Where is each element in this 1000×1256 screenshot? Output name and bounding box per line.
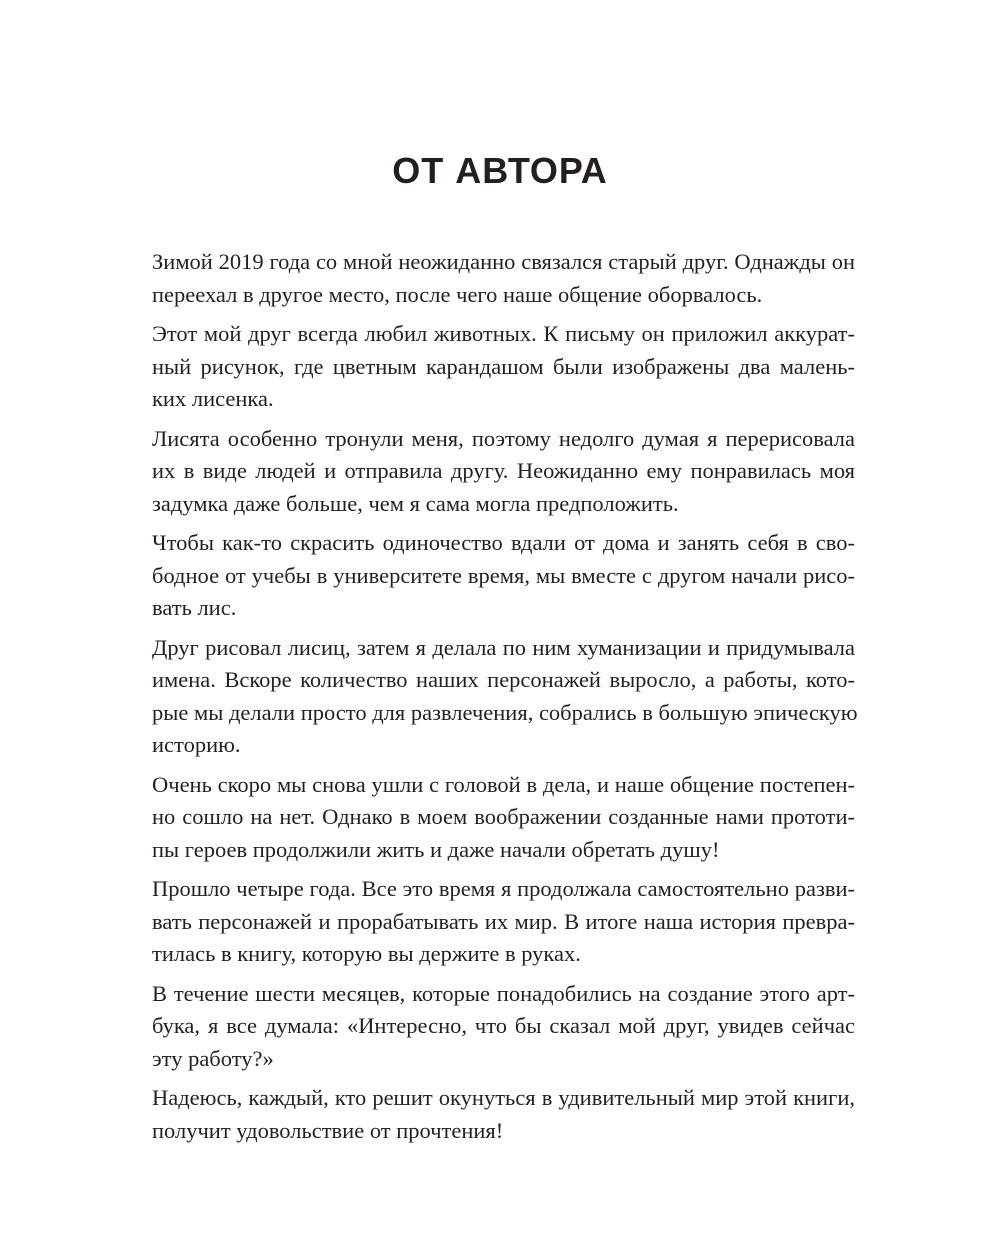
paragraph xyxy=(152,632,858,762)
text-line: но сошло на нет. Однако в моем воображении созданные нами прототи- xyxy=(152,804,855,829)
text-line: эту работу?» xyxy=(152,1045,274,1071)
paragraph xyxy=(152,978,855,1076)
paragraph xyxy=(152,1082,855,1147)
text-line: бодное от учебы в университете время, мы вместе с другом начали рисо- xyxy=(152,562,855,588)
text-line: Лисята особенно тронули меня, поэтому недолго думая я перерисовала xyxy=(152,425,855,451)
text-line: пы героев продолжили жить и даже начали обретать душу! xyxy=(152,836,720,862)
text-line: ный рисунок, где цветным карандашом были изображены два малень- xyxy=(152,353,855,379)
paragraph xyxy=(152,423,855,521)
text-line: Прошло четыре года. Все это время я продолжала самостоятельно разви- xyxy=(152,876,855,901)
page-title: ОТ АВТОРА xyxy=(392,150,608,191)
text-line: Чтобы как-то скрасить одиночество вдали от дома и занять себя в сво- xyxy=(152,530,855,555)
text-line: их в виде людей и отправила другу. Неожиданно ему понравилась моя xyxy=(152,458,855,483)
text-line: бука, я все думала: «Интересно, что бы сказал мой друг, увидев сейчас xyxy=(152,1013,855,1038)
text-line: Очень скоро мы снова ушли с головой в дела, и наше общение постепен- xyxy=(152,771,855,797)
text-line: имена. Вскоре количество наших персонажей выросло, а работы, кото- xyxy=(152,667,855,692)
text-line: В течение шести месяцев, которые понадобились на создание этого арт- xyxy=(152,980,855,1006)
text-line: рые мы делали просто для развлечения, собрались в большую эпическую xyxy=(152,699,858,725)
text-line: тилась в книгу, которую вы держите в руках. xyxy=(152,941,581,966)
text-line: Друг рисовал лисиц, затем я делала по ним хуманизации и придумывала xyxy=(152,634,855,660)
paragraph xyxy=(152,318,855,416)
text-line: ких лисенка. xyxy=(152,386,274,411)
paragraph xyxy=(152,873,855,971)
text-line: историю. xyxy=(152,732,241,757)
text-line: переехал в другое место, после чего наше общение оборвалось. xyxy=(152,281,763,307)
text-line: Этот мой друг всегда любил животных. К письму он приложил аккурат- xyxy=(152,321,855,346)
text-line: получит удовольствие от прочтения! xyxy=(152,1117,504,1143)
paragraph xyxy=(152,769,855,867)
text-line: вать лис. xyxy=(152,595,237,620)
text-line: вать персонажей и прорабатывать их мир. В итоге наша история превра- xyxy=(152,908,855,934)
body-text xyxy=(152,246,858,1154)
text-line: Зимой 2019 года со мной неожиданно связался старый друг. Однажды он xyxy=(152,249,855,274)
text-line: Надеюсь, каждый, кто решит окунуться в удивительный мир этой книги, xyxy=(152,1085,855,1110)
text-line: задумка даже больше, чем я сама могла предположить. xyxy=(152,490,679,516)
paragraph xyxy=(152,527,855,625)
paragraph xyxy=(152,246,855,311)
